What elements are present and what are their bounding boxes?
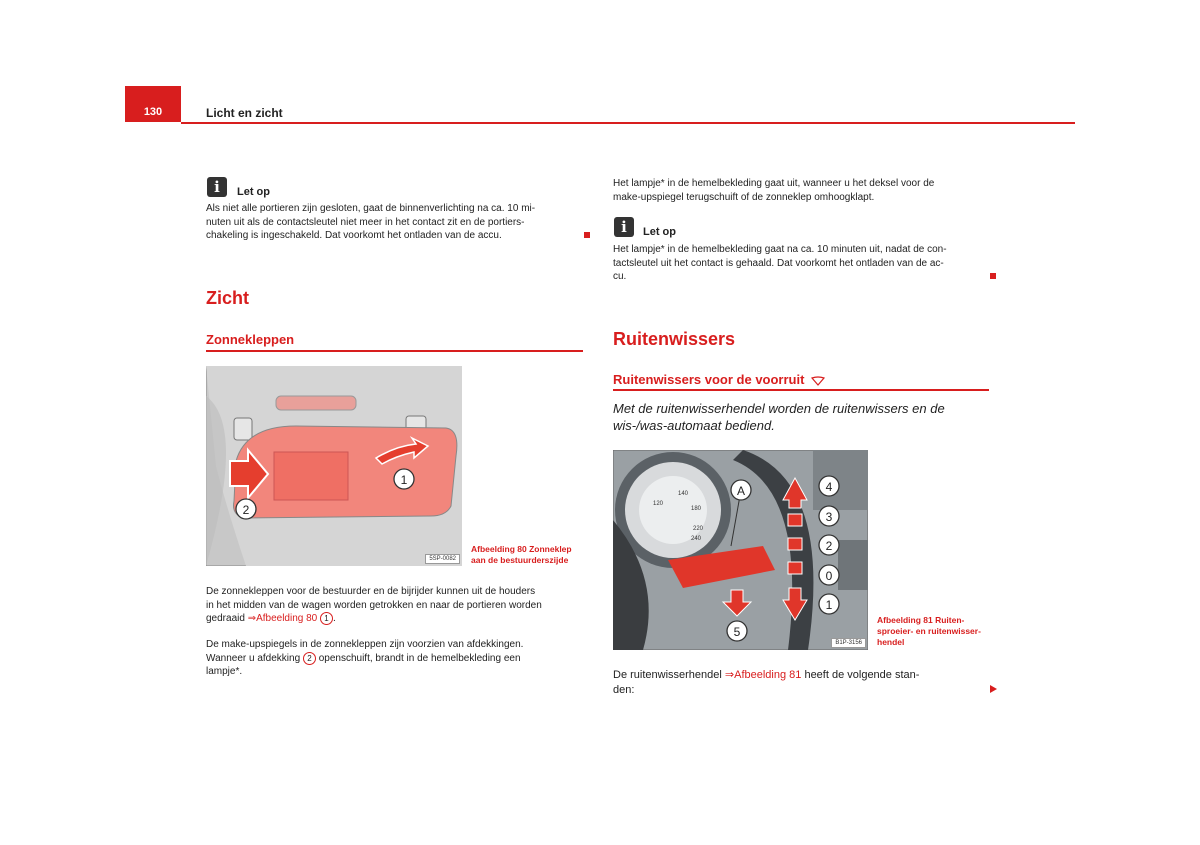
callout-ref: 1 [320,612,333,625]
paragraph-visors: De zonnekleppen voor de bestuurder en de bijrijder kunnen uit de houders in het midden van de wagen worden getrokken en naar de portieren worden gedraaid ⇒Afbeelding 80 1 . [206,586,542,625]
sun-visor-illustration [206,366,462,566]
svg-text:140: 140 [678,491,689,497]
intro-text: Het lampje* in de hemelbekleding gaat uit, wanneer u het deksel voor de make-upspiegel terugschuift of de zonneklep omhoogklapt. [613,178,935,203]
figure-caption: Afbeelding 80 Zonneklep aan de bestuurderszijde [471,544,572,565]
section-heading: Zicht [206,288,249,308]
note-text: Het lampje* in de hemelbekleding gaat na ca. 10 minuten uit, nadat de con- tactsleutel uit het contact is gehaald. Dat voorkomt het ontladen van de ac- cu. [613,244,947,282]
wiper-lever-illustration [613,450,868,650]
callout-5: 5 [733,625,741,639]
figure-code: B1P-3156 [831,638,866,648]
callout-0: 0 [825,569,833,583]
subsection-heading: Ruitenwissers voor de voorruit [613,372,825,387]
svg-text:120: 120 [653,501,664,507]
subheading-rule [613,389,989,391]
callout-A: A [736,484,746,498]
info-icon: i [614,217,634,237]
note-title: Let op [643,226,676,238]
figure-caption: Afbeelding 81 Ruiten- sproeier- en ruitenwisser- hendel [877,615,981,647]
section-heading: Ruitenwissers [613,329,736,349]
subsection-heading: Zonnekleppen [206,332,295,347]
wiper-icon [811,376,825,386]
svg-text:240: 240 [691,536,702,542]
continue-arrow-icon [990,685,997,693]
callout-4: 4 [825,480,833,494]
figure-wiper-lever [613,450,868,650]
paragraph-mirrors: De make-upspiegels in de zonnekleppen zijn voorzien van afdekkingen. Wanneer u afdekking 2 openschuift, brandt in de hemelbekleding een lampje*. [206,639,524,678]
svg-text:180: 180 [691,506,702,512]
callout-1: 1 [825,598,833,612]
note-title: Let op [237,186,270,198]
subheading-rule [206,350,583,352]
callout-2: 2 [825,539,833,553]
figure-link[interactable]: ⇒Afbeelding 81 [724,669,802,681]
lead-text: Met de ruitenwisserhendel worden de ruitenwissers en de wis-/was-automaat bediend. [613,401,945,433]
callout-ref: 2 [303,652,316,665]
info-icon: i [207,177,227,197]
callout-3: 3 [825,510,833,524]
callout-2: 2 [242,503,250,517]
figure-sun-visor [206,366,462,566]
page-number: 130 [125,86,181,122]
svg-text:220: 220 [693,526,704,532]
section-title: Licht en zicht [206,106,283,120]
figure-code: 5SP-0082 [425,554,460,564]
header-rule [181,122,1075,124]
callout-1: 1 [400,473,408,487]
paragraph-lever: De ruitenwisserhendel ⇒Afbeelding 81 heeft de volgende stan- den: [613,669,920,696]
figure-link[interactable]: ⇒Afbeelding 80 [247,613,318,625]
note-text: Als niet alle portieren zijn gesloten, gaat de binnenverlichting na ca. 10 mi- nuten uit als de contactsleutel niet meer in het contact zit en de portiers- chakeling is ingeschakeld. Dat voorkomt het ontladen van de accu. [206,203,536,241]
end-marker [584,232,590,238]
end-marker [990,273,996,279]
